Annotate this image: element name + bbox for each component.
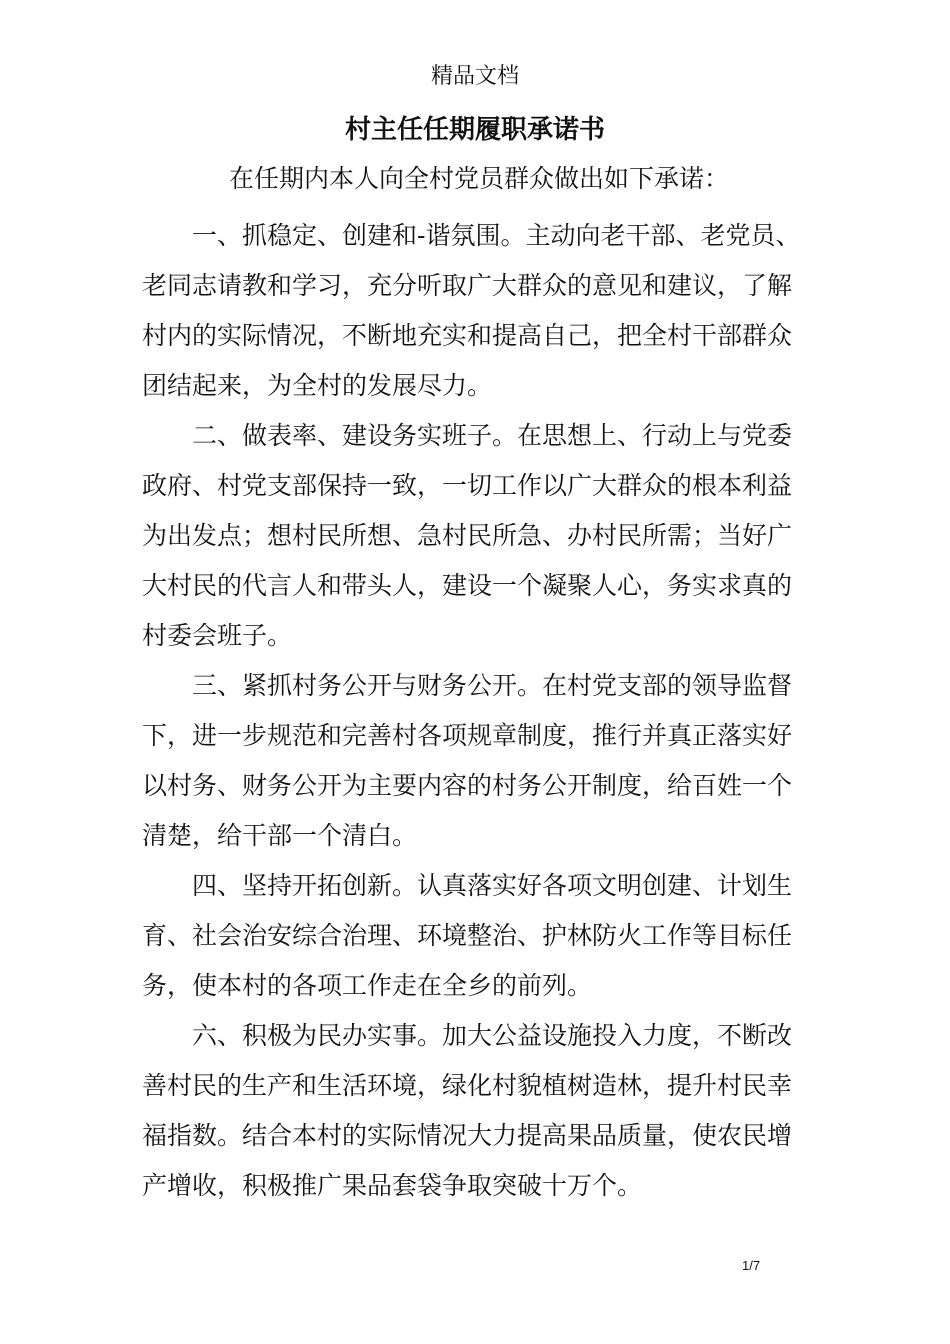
paragraph-line: 大村民的代言人和带头人，建设一个凝聚人心，务实求真的 (142, 571, 793, 600)
page-number: 1/7 (742, 1258, 761, 1273)
paragraph-line: 二、做表率、建设务实班子。在思想上、行动上与党委 (192, 421, 793, 450)
paragraph-1 (142, 211, 810, 411)
paragraph-line: 村委会班子。 (142, 621, 293, 650)
document-title: 村主任任期履职承诺书 (344, 115, 605, 145)
paragraph-line: 善村民的生产和生活环境，绿化村貌植树造林，提升村民幸 (142, 1071, 793, 1100)
paragraph-line: 以村务、财务公开为主要内容的村务公开制度，给百姓一个 (142, 771, 793, 800)
paragraph-4 (142, 861, 810, 1011)
paragraph-line: 下，进一步规范和完善村各项规章制度，推行并真正落实好 (142, 721, 793, 750)
paragraph-line: 清楚，给干部一个清白。 (142, 821, 418, 850)
paragraph-3 (142, 661, 810, 861)
paragraph-line: 务，使本村的各项工作走在全乡的前列。 (142, 971, 593, 1000)
paragraph-line: 为出发点；想村民所想、急村民所急、办村民所需；当好广 (142, 521, 793, 550)
paragraph-line: 团结起来，为全村的发展尽力。 (142, 371, 493, 400)
paragraph-5 (142, 1011, 810, 1211)
paragraph-line: 六、积极为民办实事。加大公益设施投入力度，不断改 (192, 1021, 793, 1050)
paragraph-line: 一、抓稳定、创建和-谐氛围。主动向老干部、老党员、 (192, 221, 801, 250)
paragraph-line: 政府、村党支部保持一致，一切工作以广大群众的根本利益 (142, 471, 793, 500)
paragraph-line: 四、坚持开拓创新。认真落实好各项文明创建、计划生 (192, 871, 793, 900)
document-header-label: 精品文档 (430, 64, 519, 89)
paragraph-line: 福指数。结合本村的实际情况大力提高果品质量，使农民增 (142, 1121, 793, 1150)
paragraph-line: 三、紧抓村务公开与财务公开。在村党支部的领导监督 (192, 671, 793, 700)
paragraph-2 (142, 411, 810, 661)
paragraph-line: 村内的实际情况，不断地充实和提高自己，把全村干部群众 (142, 321, 793, 350)
paragraph-line: 老同志请教和学习，充分听取广大群众的意见和建议，了解 (142, 271, 793, 300)
paragraph-line: 产增收，积极推广果品套袋争取突破十万个。 (142, 1171, 643, 1200)
paragraph-line: 育、社会治安综合治理、环境整治、护林防火工作等目标任 (142, 921, 793, 950)
intro-line: 在任期内本人向全村党员群众做出如下承诺： (229, 164, 730, 193)
